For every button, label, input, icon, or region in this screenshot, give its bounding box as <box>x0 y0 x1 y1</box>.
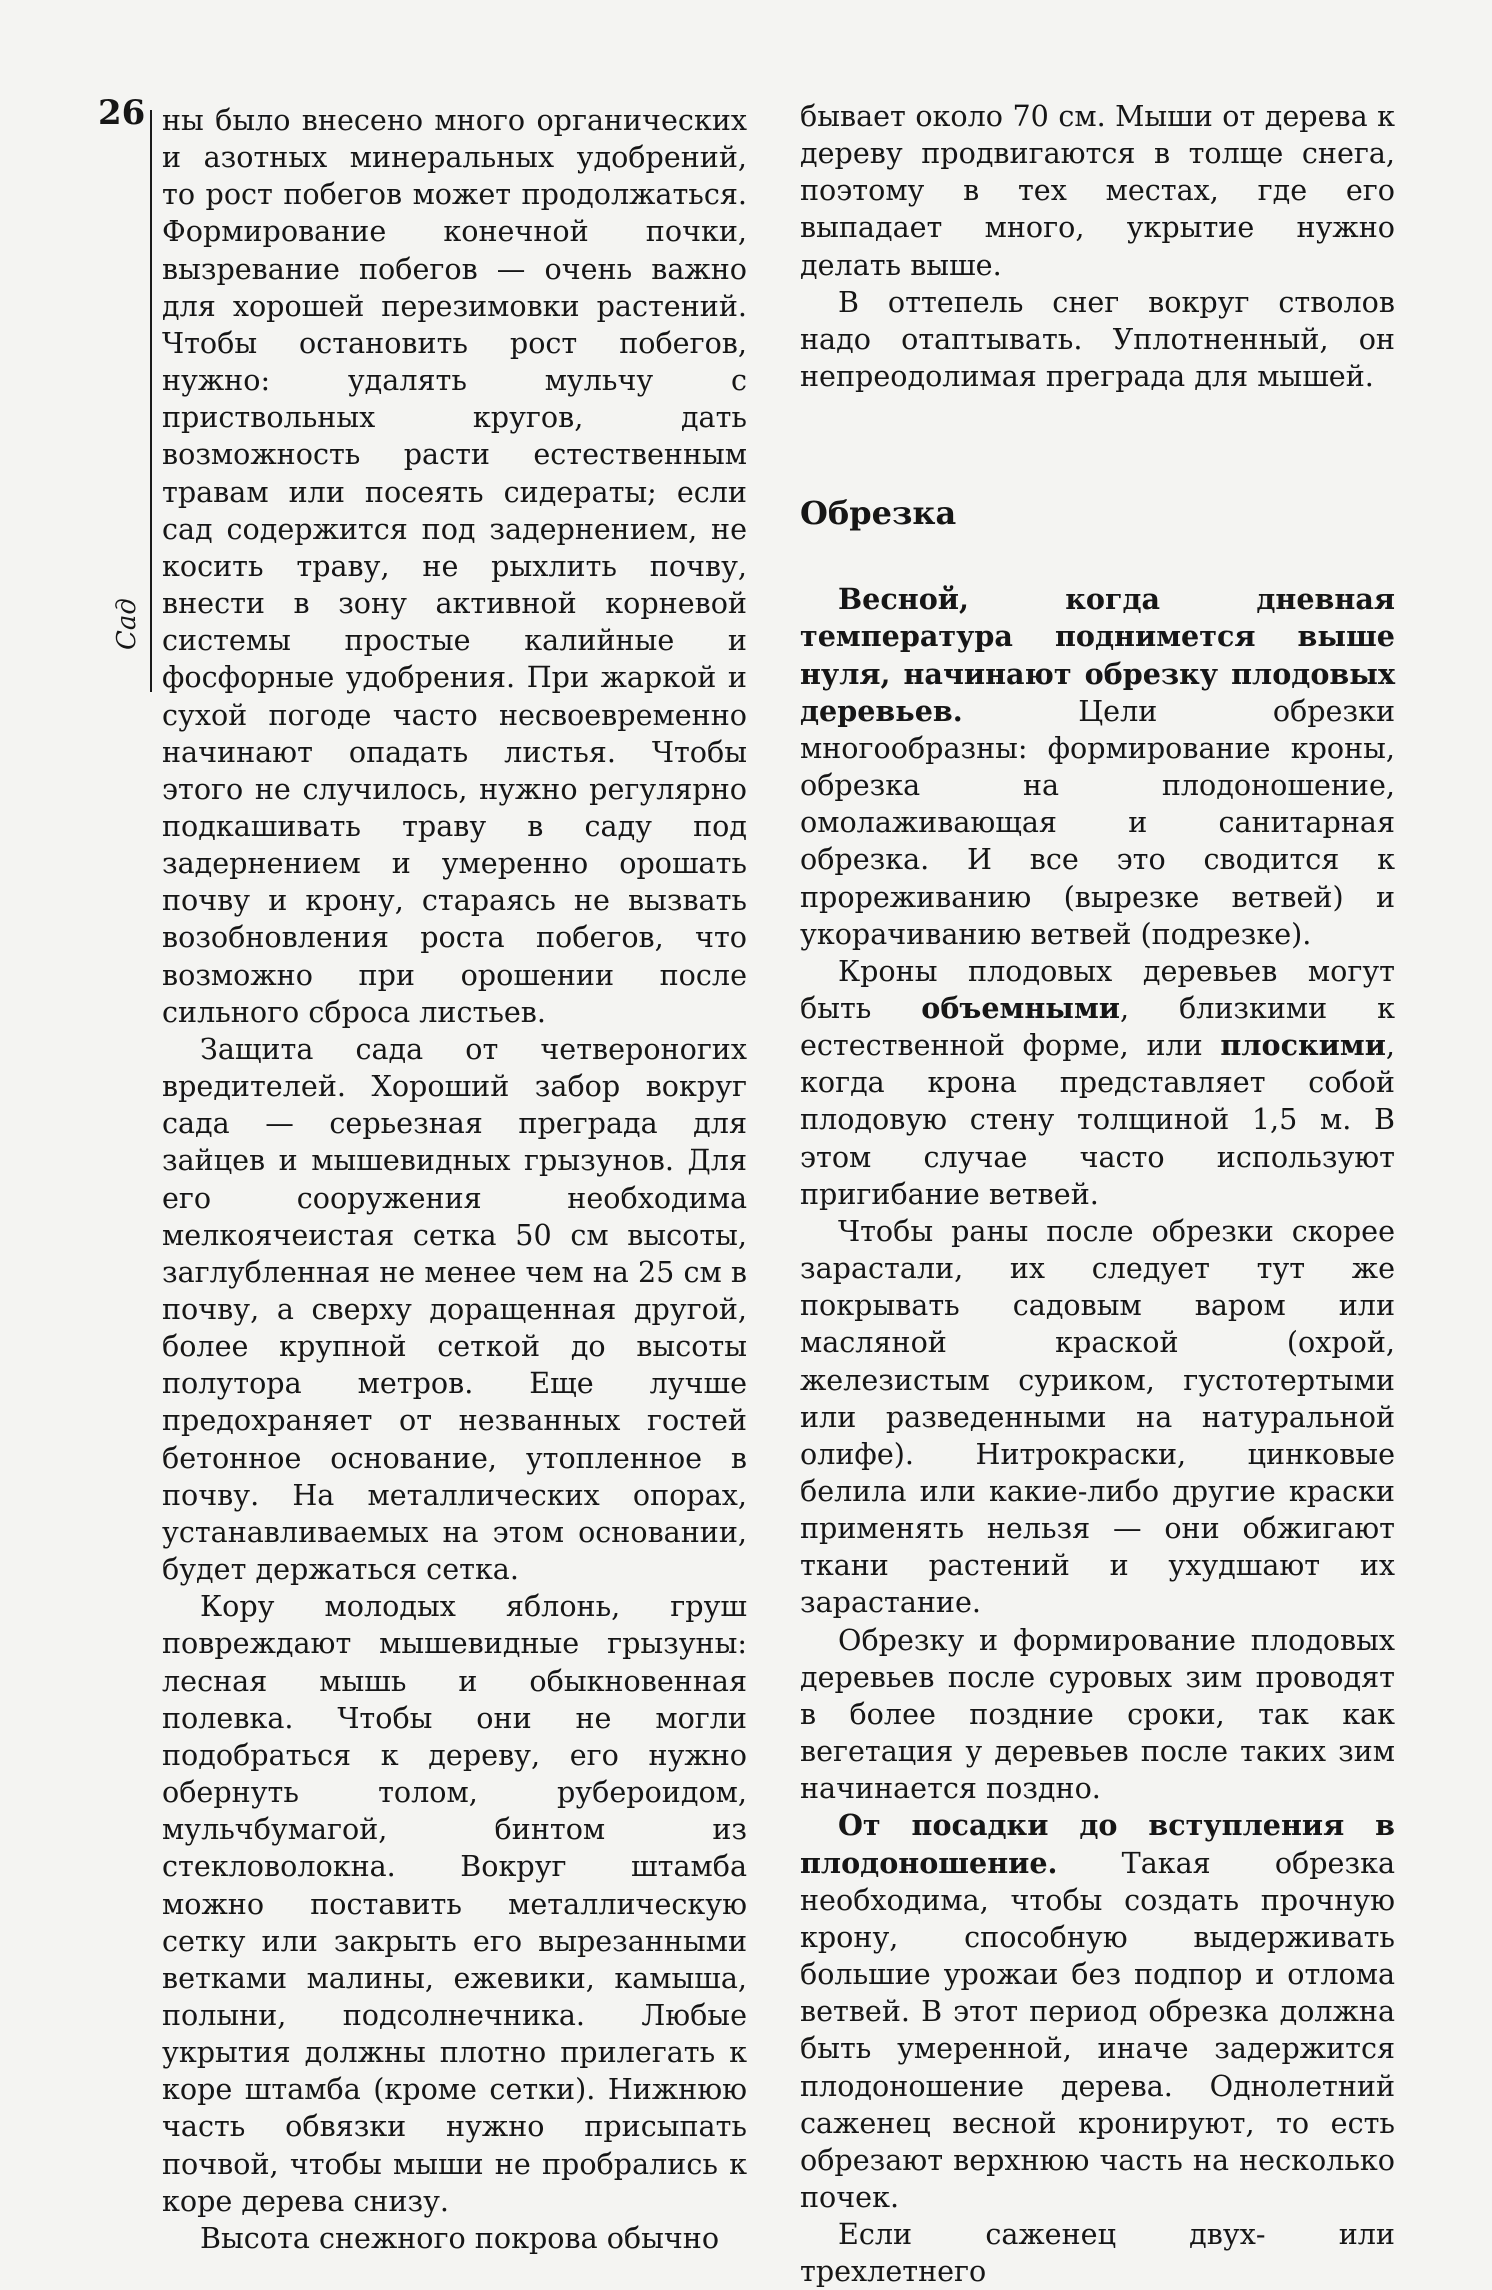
paragraph: Защита сада от четвероногих вредителей. Хороший забор вокруг сада — серьезная преграда для зайцев и мышевидных грызунов. Для его сооружения необходима мелкоячеистая сетка 50 см высоты, заглубленная не менее чем на 25 см в почву, а сверху доращенная другой, более крупной сеткой до высоты полутора метров. Еще лучше предохраняет от незванных гостей бетонное основание, утопленное в почву. На металлических опорах, устанавливаемых на этом основании, будет держаться сетка. <box>162 1031 747 1587</box>
lead-in-bold: От посадки до вступления в плодоношение. <box>800 1808 1395 1880</box>
page-number: 26 <box>98 93 146 133</box>
left-column <box>162 102 747 2257</box>
paragraph: Высота снежного покрова обычно <box>200 2220 720 2255</box>
paragraph: ны было внесено много органических и азотных минеральных удобрений, то рост побегов может продолжаться. Формирование конечной почки, вызревание побегов — очень важно для хорошей перезимовки растений. Чтобы остановить рост побегов, нужно: удалять мульчу с приствольных кругов, дать возможность расти естественным травам или посеять сидераты; если сад содержится под задернением, не косить траву, не рыхлить почву, внести в зону активной корневой системы простые калийные и фосфорные удобрения. При жаркой и сухой погоде часто несвоевременно начинают опадать листья. Чтобы этого не случилось, нужно регулярно подкашивать траву в саду под задернением и умеренно орошать почву и крону, стараясь не вызвать возобновления роста побегов, что возможно при орошении после сильного сброса листьев. <box>162 103 747 1029</box>
margin-rule <box>150 110 152 692</box>
paragraph: Если саженец двух- или трехлетнего <box>800 2217 1395 2289</box>
running-head: Сад <box>112 598 142 650</box>
section-heading: Обрезка <box>800 494 957 533</box>
paragraph-text: , когда крона представляет собой плодовую стену толщиной 1,5 м. В этом случае часто используют пригибание ветвей. <box>800 1028 1395 1211</box>
paragraph-text: Такая обрезка необходима, чтобы создать прочную крону, способную выдерживать большие урожаи без подпор и отлома ветвей. В этот период обрезка должна быть умеренной, иначе задержится плодоношение дерева. Однолетний саженец весной кронируют, то есть обрезают верхнюю часть на несколько почек. <box>800 1845 1395 2214</box>
right-column <box>800 98 1395 2290</box>
paragraph-text: Кроны плодовых деревьев могут быть <box>800 953 1395 1025</box>
paragraph: Кору молодых яблонь, груш повреждают мышевидные грызуны: лесная мышь и обыкновенная полевка. Чтобы они не могли подобраться к дереву, его нужно обернуть толом, рубероидом, мульчбумагой, бинтом из стекловолокна. Вокруг штамба можно поставить металлическую сетку или закрыть его вырезанными ветками малины, ежевики, камыша, полыни, подсолнечника. Любые укрытия должны плотно прилегать к коре штамба (кроме сетки). Нижнюю часть обвязки нужно присыпать почвой, чтобы мыши не пробрались к коре дерева снизу. <box>162 1589 747 2218</box>
paragraph: В оттепель снег вокруг стволов надо отаптывать. Уплотненный, он непреодолимая преграда для мышей. <box>800 284 1395 394</box>
paragraph <box>800 953 1395 1213</box>
paragraph: бывает около 70 см. Мыши от дерева к дереву продвигаются в толще снега, поэтому в тех местах, где его выпадает много, укрытие нужно делать выше. <box>800 99 1395 282</box>
paragraph-text: , близкими к естественной форме, или <box>800 990 1395 1063</box>
paragraph <box>800 581 1395 953</box>
paragraph <box>800 1807 1395 2216</box>
paragraph: Чтобы раны после обрезки скорее зарастали, их следует тут же покрывать садовым варом или масляной краской (охрой, железистым суриком, густотертыми или разведенными на натуральной олифе). Нитрокраски, цинковые белила или какие-либо другие краски применять нельзя — они обжигают ткани растений и ухудшают их зарастание. <box>800 1213 1395 1620</box>
lead-in-bold: Весной, когда дневная температура поднимется выше нуля, начинают обрезку плодовых деревьев. <box>800 582 1395 728</box>
paragraph: Обрезку и формирование плодовых деревьев после суровых зим проводят в более поздние сроки, так как вегетация у деревьев после таких зим начинается поздно. <box>800 1622 1395 1806</box>
paragraph-text: Цели обрезки многообразны: формирование кроны, обрезка на плодоношение, омолаживающая и санитарная обрезка. И все это сводится к прореживанию (вырезке ветвей) и укорачиванию ветвей (подрезке). <box>800 693 1395 951</box>
term-bold: плоскими <box>1220 1028 1386 1063</box>
term-bold: объемными <box>921 990 1120 1025</box>
